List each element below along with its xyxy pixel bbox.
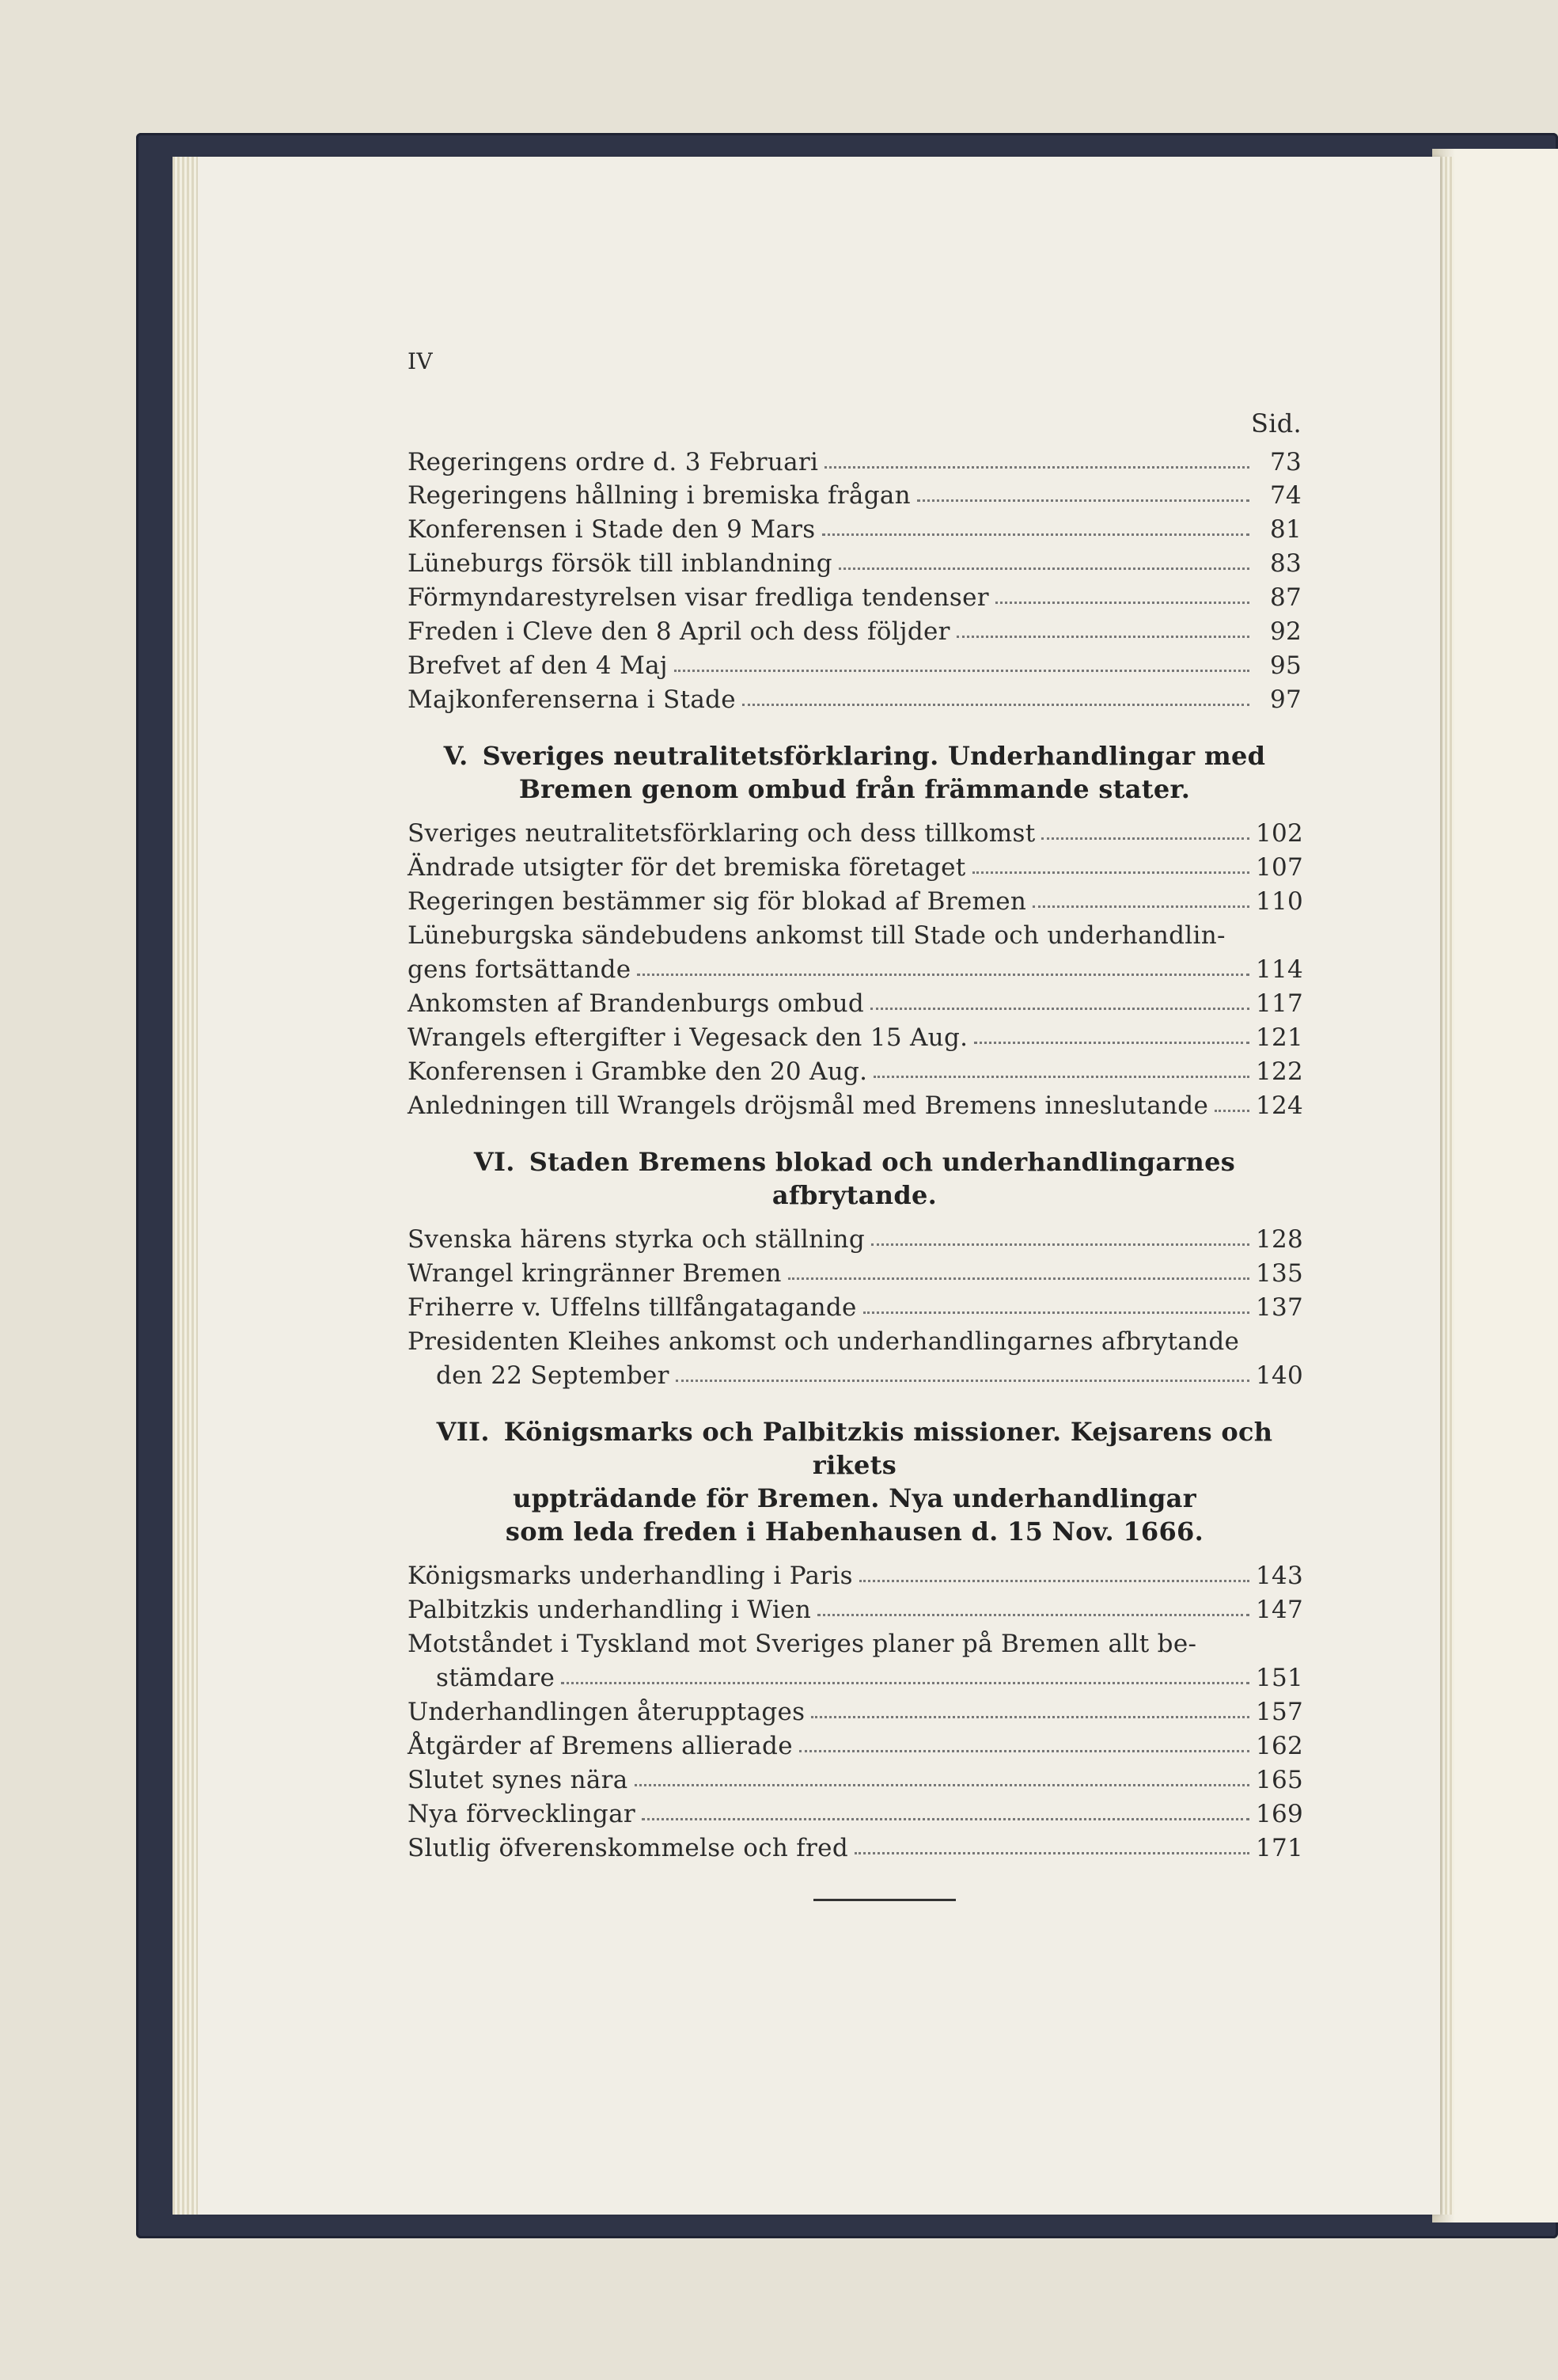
entry-title: den 22 September [436, 1361, 669, 1390]
section-heading [408, 1145, 1302, 1212]
entry-page-number: 122 [1256, 1057, 1304, 1086]
toc-entry [408, 547, 1302, 581]
section-title: uppträdande för Bremen. Nya underhandlingar [513, 1483, 1196, 1513]
toc-entry [408, 919, 1302, 953]
dot-leader [870, 1008, 1249, 1010]
entry-title: Slutet synes nära [408, 1766, 628, 1794]
entry-title: Underhandlingen återupptages [408, 1698, 806, 1726]
entry-title: Motståndet i Tyskland mot Sveriges planer på Bremen allt be- [408, 1630, 1197, 1658]
entry-title: Svenska härens styrka och ställning [408, 1225, 865, 1254]
toc-entry [408, 1055, 1302, 1089]
section-heading [408, 1415, 1302, 1548]
entry-page-number: 110 [1256, 887, 1304, 916]
dot-leader [788, 1277, 1249, 1280]
entry-title: Regeringens hållning i bremiska frågan [408, 481, 911, 510]
entry-page-number: 169 [1256, 1800, 1304, 1828]
section-heading-line [408, 772, 1302, 806]
toc-entry [408, 1223, 1302, 1257]
toc-entry [408, 1359, 1302, 1393]
entry-title: Konferensen i Grambke den 20 Aug. [408, 1057, 868, 1086]
entry-page-number: 74 [1269, 481, 1302, 510]
entry-page-number: 151 [1256, 1664, 1304, 1692]
dot-leader [561, 1682, 1249, 1684]
end-rule [813, 1899, 956, 1901]
entry-page-number: 171 [1256, 1834, 1304, 1862]
toc-entry [408, 1325, 1302, 1359]
entry-page-number: 87 [1269, 583, 1302, 612]
entry-page-number: 128 [1256, 1225, 1304, 1254]
toc-entry [408, 885, 1302, 919]
entry-page-number: 165 [1256, 1766, 1304, 1794]
entry-title: Ankomsten af Brandenburgs ombud [408, 989, 864, 1018]
entry-title: gens fortsättande [408, 955, 631, 984]
dot-leader [874, 1076, 1249, 1078]
section-title: Bremen genom ombud från främmande stater. [518, 774, 1191, 804]
dot-leader [824, 466, 1249, 469]
entry-page-number: 95 [1269, 651, 1302, 680]
entry-title: Förmyndarestyrelsen visar fredliga tendenser [408, 583, 989, 612]
toc-entry [408, 649, 1302, 683]
entry-title: Regeringens ordre d. 3 Februari [408, 448, 819, 476]
entry-title: Freden i Cleve den 8 April och dess följder [408, 617, 950, 646]
dot-leader [817, 1614, 1249, 1616]
toc-entry [408, 817, 1302, 851]
section-title: Königsmarks och Palbitzkis missioner. Kejsarens och rikets [503, 1417, 1273, 1480]
entry-page-number: 92 [1269, 617, 1302, 646]
entry-title: Palbitzkis underhandling i Wien [408, 1596, 812, 1624]
entry-title: Sveriges neutralitetsförklaring och dess tillkomst [408, 819, 1036, 848]
toc-entries [408, 446, 1302, 1866]
entry-page-number: 83 [1269, 549, 1302, 578]
section-title: Staden Bremens blokad och underhandlingarnes afbrytande. [529, 1147, 1236, 1210]
page-column-header: Sid. [1250, 408, 1302, 438]
entry-title: Åtgärder af Bremens allierade [408, 1732, 793, 1760]
dot-leader [742, 704, 1249, 706]
entry-page-number: 143 [1256, 1562, 1304, 1590]
entry-title: Friherre v. Uffelns tillfångatagande [408, 1293, 857, 1322]
toc-entry [408, 1763, 1302, 1797]
entry-title: Presidenten Kleihes ankomst och underhandlingarnes afbrytande [408, 1327, 1240, 1356]
entry-page-number: 117 [1256, 989, 1304, 1018]
entry-page-number: 135 [1256, 1259, 1304, 1288]
entry-title: Lüneburgska sändebudens ankomst till Stade och underhandlin- [408, 921, 1226, 950]
section-heading-line [408, 1415, 1302, 1482]
toc-entry [408, 1831, 1302, 1866]
entry-page-number: 124 [1256, 1091, 1304, 1120]
toc-entry [408, 479, 1302, 513]
entry-page-number: 140 [1256, 1361, 1304, 1390]
entry-page-number: 162 [1256, 1732, 1304, 1760]
toc-entry [408, 1559, 1302, 1593]
toc-entry [408, 1695, 1302, 1729]
entry-page-number: 73 [1269, 448, 1302, 476]
entry-title: Majkonferenserna i Stade [408, 685, 736, 714]
entry-page-number: 121 [1256, 1023, 1304, 1052]
entry-title: Königsmarks underhandling i Paris [408, 1562, 853, 1590]
toc-entry [408, 1593, 1302, 1627]
dot-leader [635, 1784, 1249, 1786]
entry-page-number: 157 [1256, 1698, 1304, 1726]
entry-page-number: 102 [1256, 819, 1304, 848]
toc-entry [408, 1089, 1302, 1123]
entry-title: Lüneburgs försök till inblandning [408, 549, 832, 578]
dot-leader [972, 871, 1249, 874]
entry-page-number: 137 [1256, 1293, 1304, 1322]
entry-page-number: 107 [1256, 853, 1304, 882]
toc-entry [408, 446, 1302, 479]
dot-leader [863, 1311, 1249, 1314]
toc-entry [408, 615, 1302, 649]
section-number: V. [443, 741, 468, 771]
entry-title: Anledningen till Wrangels dröjsmål med Bremens inneslutande [408, 1091, 1209, 1120]
toc-entry [408, 987, 1302, 1021]
section-title: Sveriges neutralitetsförklaring. Underhandlingar med [482, 741, 1266, 771]
dot-leader [811, 1716, 1249, 1718]
toc-entry [408, 513, 1302, 547]
dot-leader [855, 1852, 1249, 1854]
section-heading-line [408, 1482, 1302, 1515]
dot-leader [637, 974, 1249, 976]
dot-leader [676, 1380, 1249, 1382]
toc-entry [408, 1021, 1302, 1055]
dot-leader [674, 670, 1249, 672]
entry-page-number: 81 [1269, 515, 1302, 544]
entry-title: stämdare [436, 1664, 555, 1692]
entry-title: Nya förvecklingar [408, 1800, 635, 1828]
toc-entry [408, 1291, 1302, 1325]
section-title: som leda freden i Habenhausen d. 15 Nov. 1666. [505, 1516, 1204, 1547]
entry-page-number: 114 [1256, 955, 1304, 984]
toc-entry [408, 1257, 1302, 1291]
dot-leader [995, 602, 1249, 604]
page-number: IV [408, 348, 433, 374]
entry-title: Konferensen i Stade den 9 Mars [408, 515, 816, 544]
toc-entry [408, 683, 1302, 717]
dot-leader [1041, 837, 1249, 840]
section-heading-line [408, 1145, 1302, 1212]
dot-leader [871, 1243, 1249, 1246]
dot-leader [1215, 1110, 1249, 1112]
entry-title: Brefvet af den 4 Maj [408, 651, 668, 680]
dot-leader [859, 1580, 1249, 1582]
dot-leader [957, 636, 1249, 638]
dot-leader [839, 567, 1249, 570]
entry-title: Regeringen bestämmer sig för blokad af Bremen [408, 887, 1027, 916]
toc-entry [408, 851, 1302, 885]
section-heading [408, 739, 1302, 806]
dot-leader [974, 1042, 1249, 1044]
entry-title: Wrangels eftergifter i Vegesack den 15 Aug. [408, 1023, 969, 1052]
entry-title: Wrangel kringränner Bremen [408, 1259, 782, 1288]
toc-entry [408, 581, 1302, 615]
entry-page-number: 147 [1256, 1596, 1304, 1624]
entry-page-number: 97 [1269, 685, 1302, 714]
toc-entry [408, 1729, 1302, 1763]
entry-title: Slutlig öfverenskommelse och fred [408, 1834, 848, 1862]
entry-title: Ändrade utsigter för det bremiska företaget [408, 853, 966, 882]
toc-entry [408, 1797, 1302, 1831]
dot-leader [1033, 905, 1249, 908]
section-number: VI. [473, 1147, 515, 1177]
section-number: VII. [436, 1417, 490, 1447]
dot-leader [642, 1818, 1249, 1820]
dot-leader [799, 1750, 1249, 1752]
toc-entry [408, 1661, 1302, 1695]
section-heading-line [408, 739, 1302, 772]
section-heading-line [408, 1515, 1302, 1548]
dot-leader [917, 499, 1249, 502]
toc-entry [408, 953, 1302, 987]
toc-entry [408, 1627, 1302, 1661]
dot-leader [822, 533, 1249, 536]
